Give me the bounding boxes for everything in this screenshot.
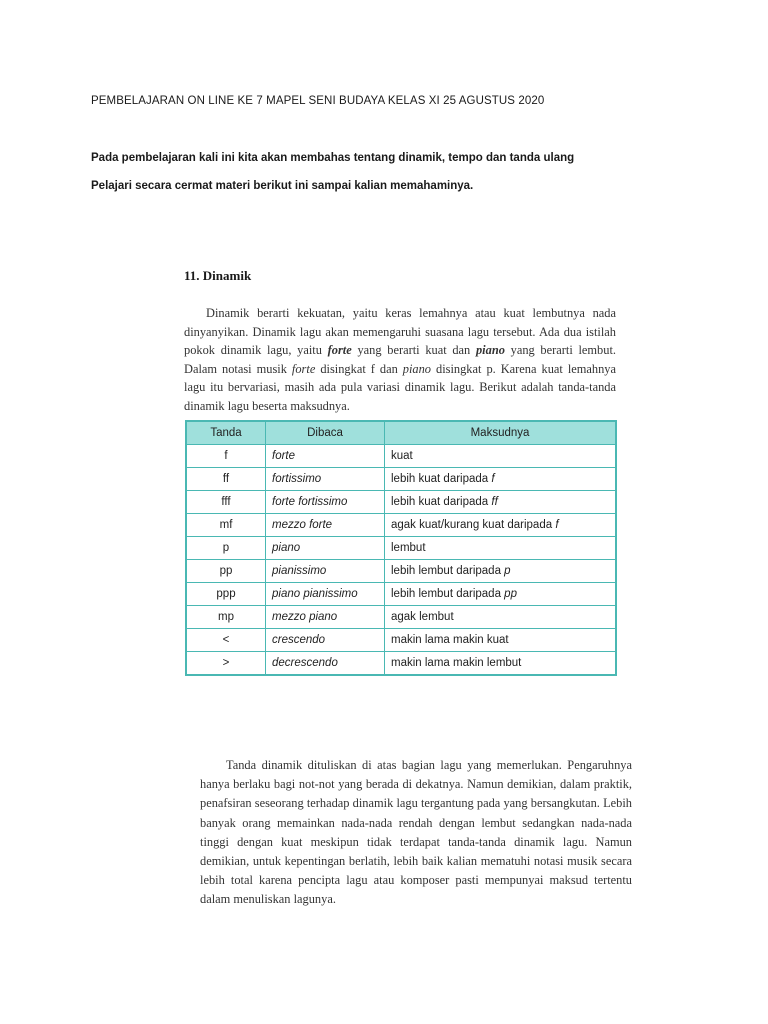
table-row [186,629,616,652]
header-tanda: Tanda [186,421,266,445]
paragraph-text: disingkat f dan [315,361,403,376]
cell-maksud-symbol: f [555,519,559,531]
cell-maksud-text: lebih lembut daripada [391,565,505,577]
cell-maksud [385,583,617,606]
cell-tanda: ppp [186,583,266,606]
cell-maksud [385,514,617,537]
cell-maksud [385,468,617,491]
cell-maksud-symbol: p [504,565,511,577]
header-maksudnya: Maksudnya [385,421,617,445]
cell-dibaca: mezzo forte [266,514,385,537]
cell-maksud [385,629,617,652]
cell-dibaca: forte [266,445,385,468]
document-title: PEMBELAJARAN ON LINE KE 7 MAPEL SENI BUDAYA KELAS XI 25 AGUSTUS 2020 [91,95,545,107]
table-row [186,583,616,606]
cell-maksud-text: lebih kuat daripada [391,496,492,508]
paragraph-text: yang berarti lembut. Dalam notasi musik [184,343,616,376]
cell-maksud-symbol: pp [504,588,517,600]
table-body [186,445,616,676]
dynamics-table [185,420,617,676]
cell-dibaca: pianissimo [266,560,385,583]
term-forte: forte [327,343,352,358]
cell-maksud [385,652,617,676]
table-row [186,491,616,514]
table-row [186,468,616,491]
cell-maksud [385,606,617,629]
cell-tanda: mp [186,606,266,629]
cell-dibaca: crescendo [266,629,385,652]
paragraph-text: Dinamik berarti kekuatan, yaitu keras lemahnya atau kuat lembutnya nada dinyanyikan. Dinamik lagu akan memengaruhi suasana lagu tersebut. Ada dua istilah pokok dinamik lagu, yaitu [184,306,616,358]
cell-maksud [385,491,617,514]
paragraph-text: disingkat p. Karena kuat lemahnya lagu itu bervariasi, masih ada pula variasi dinamik lagu. Berikut adalah tanda-tanda dinamik lagu beserta maksudnya. [184,361,616,413]
table-row [186,445,616,468]
cell-maksud-text: agak lembut [391,611,454,623]
intro-text-1: Pada pembelajaran kali ini kita akan membahas tentang dinamik, tempo dan tanda ulang [91,152,575,164]
cell-dibaca: piano [266,537,385,560]
cell-dibaca: decrescendo [266,652,385,676]
cell-tanda: mf [186,514,266,537]
cell-maksud-text: lebih kuat daripada [391,473,492,485]
table-row [186,606,616,629]
table-header-row [186,421,616,445]
cell-maksud-text: lembut [391,542,426,554]
table-row [186,514,616,537]
table-row [186,537,616,560]
cell-maksud-text: lebih lembut daripada [391,588,505,600]
cell-dibaca: forte fortissimo [266,491,385,514]
cell-maksud-text: makin lama makin kuat [391,634,509,646]
term-forte-italic: forte [291,361,316,376]
header-dibaca: Dibaca [266,421,385,445]
cell-tanda: > [186,652,266,676]
cell-maksud-text: agak kuat/kurang kuat daripada [391,519,556,531]
cell-tanda: f [186,445,266,468]
table-row [186,652,616,676]
cell-tanda: fff [186,491,266,514]
cell-maksud-symbol: f [491,473,495,485]
cell-tanda: ff [186,468,266,491]
term-piano-italic: piano [402,361,432,376]
cell-dibaca: fortissimo [266,468,385,491]
paragraph-dinamik-usage [200,756,632,910]
table-row [186,560,616,583]
cell-maksud [385,537,617,560]
cell-dibaca: piano pianissimo [266,583,385,606]
section-heading: 11. Dinamik [184,268,252,283]
intro-text-2: Pelajari secara cermat materi berikut ini sampai kalian memahaminya. [91,180,474,192]
cell-maksud [385,445,617,468]
cell-maksud-text: makin lama makin lembut [391,657,522,669]
paragraph-text: yang berarti kuat dan [351,343,476,358]
cell-tanda: pp [186,560,266,583]
paragraph-text: Tanda dinamik dituliskan di atas bagian lagu yang memerlukan. Pengaruhnya hanya berlaku bagi not-not yang berada di dekatnya. Namun demikian, dalam praktik, penafsiran seseorang terhadap dinamik lagu tergantung pada yang bersangkutan. Lebih banyak orang memainkan nada-nada rendah dengan lembut sedangkan nada-nada tinggi dengan kuat meskipun tidak terdapat tanda-tanda dinamik lagu. Namun demikian, untuk kepentingan berlatih, lebih baik kalian mematuhi notasi musik secara lebih total karena pencipta lagu atau komposer pasti mempunyai maksud tertentu dalam menuliskan lagunya. [200,758,632,907]
cell-maksud-text: kuat [391,450,413,462]
paragraph-dinamik-definition [184,304,616,416]
cell-tanda: < [186,629,266,652]
cell-tanda: p [186,537,266,560]
cell-dibaca: mezzo piano [266,606,385,629]
cell-maksud [385,560,617,583]
term-piano: piano [475,343,505,358]
cell-maksud-symbol: ff [491,496,498,508]
